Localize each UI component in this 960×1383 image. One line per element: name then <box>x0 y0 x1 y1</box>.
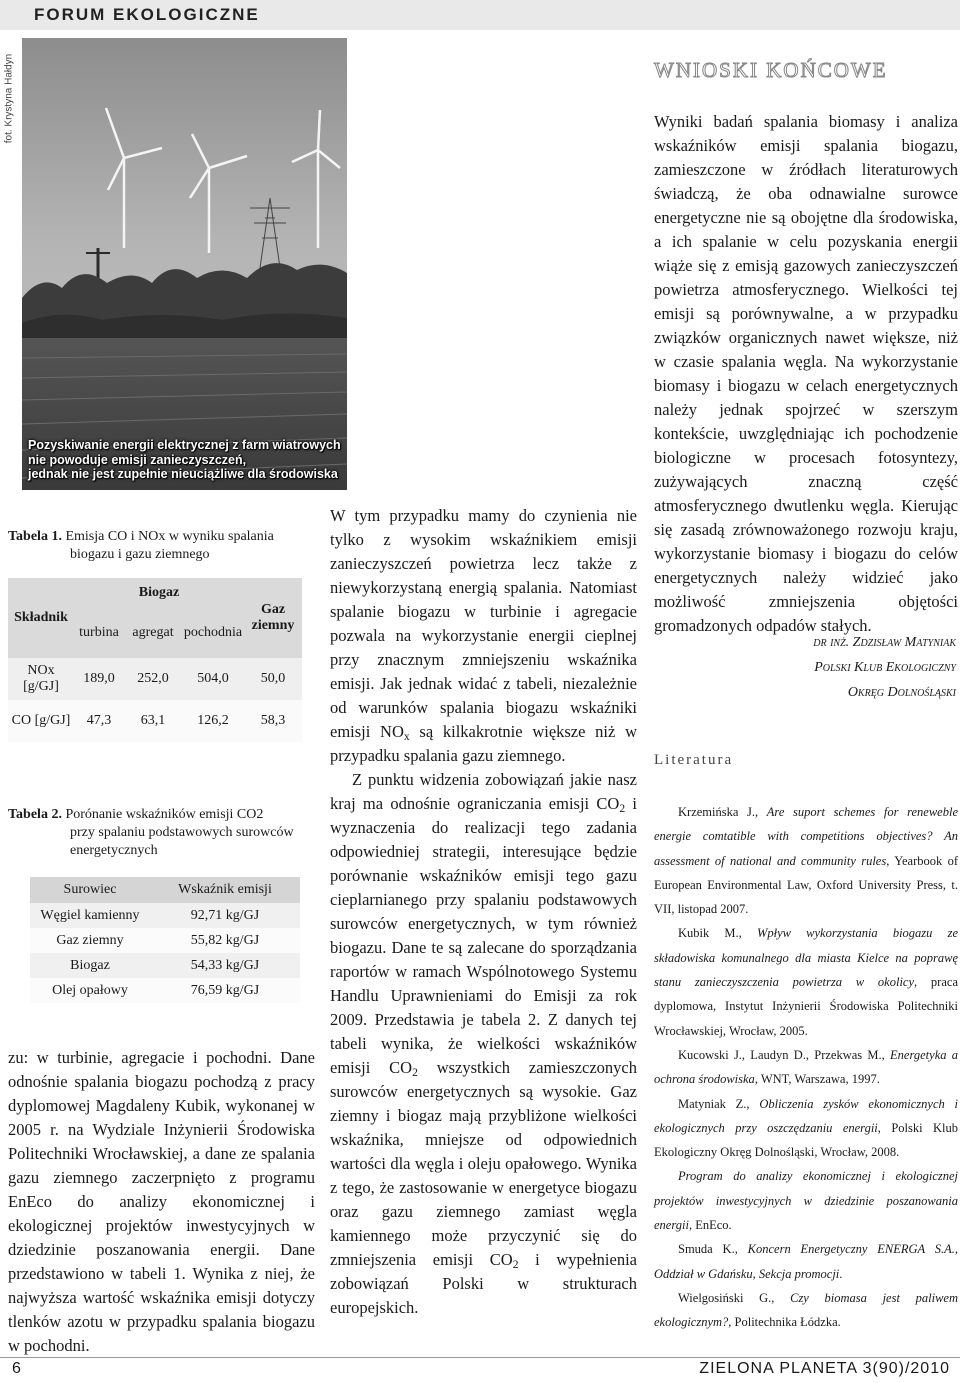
reference-item: Kubik M., Wpływ wykorzystania biogazu ze składowiska komunalnego dla miasta Kielce na poprawę stanu zanieczyszczenia powietrza w okolicy, praca dyplomowa, Instytut Inżynierii Środowiska Politechniki Wrocławskiej, Wrocław, 2005. <box>654 926 958 1038</box>
paragraph: Z punktu widzenia zobowiązań jakie nasz kraj ma odnośnie ograniczania emisji $CO_2$ i wyznaczenia do realizacji tego zadania odpowiedniej strategii, interesujące będzie porównanie wskaźników emisji tego gazu cieplarnianego przy spalaniu podstawowych surowców energetycznych, w tym również biogazu. Dane te są zalecane do sporządzania raportów w ramach Wspólnotowego Systemu Handlu Uprawnieniami do Emisji za rok 2009. Przedstawia je tabela 2. Z danych tej tabeli wynika, że wielkości wskaźników emisji $CO_2$ wszystkich zamieszczonych surowców energetycznych są wysokie. Gaz ziemny i biogaz mają przybliżone wielkości wskaźnika, mniejsze od odpowiednich wartości dla węgla i oleju opałowego. Wynika z tego, że zastosowanie w energetyce biogazu oraz gazu ziemnego zamiast węgla kamiennego może przyczynić się do zmniejszenia emisji $CO_2$ i wypełnienia zobowiązań Polski w strukturach europejskich. <box>330 770 637 1317</box>
table1-head-biogaz: Biogaz <box>74 578 244 608</box>
table-row <box>8 658 302 700</box>
table1-cell: 189,0 <box>74 658 124 700</box>
bibliography-list <box>654 800 958 1335</box>
table1-head-agregat: agregat <box>124 608 182 658</box>
table1 <box>8 578 302 742</box>
page-number: 6 <box>12 1360 21 1377</box>
table1-title: Emisja CO i NOx w wyniku spalania <box>65 529 274 544</box>
table1-label: Tabela 1. <box>8 529 62 544</box>
table2-cell: Biogaz <box>30 953 150 978</box>
table2-cell: Olej opałowy <box>30 978 150 1003</box>
table1-cell: 63,1 <box>124 700 182 742</box>
footer-divider <box>0 1357 960 1358</box>
reference-item: Smuda K., Koncern Energetyczny ENERGA S.A., Oddział w Gdańsku, Sekcja promocji. <box>654 1242 958 1281</box>
paragraph: W tym przypadku mamy do czynienia nie tylko z wysokim wskaźnikiem emisji zanieczyszczeń powietrza lecz także z niewykorzystaną energią spalania. Natomiast spalanie biogazu w turbinie i agregacie pozwala na wykorzystanie energii cieplnej przy znacznym zmniejszeniu wskaźnika emisji. Jak jednak widać z tabeli, niezależnie od warunków spalania biogazu wskaźniki emisji $NO_x$ są kilkakrotnie większe niż w przypadku spalania gazu ziemnego. <box>330 506 637 765</box>
table1-head-turbina: turbina <box>74 608 124 658</box>
table-row <box>30 928 300 953</box>
table1-cell-name: CO [g/GJ] <box>8 700 74 742</box>
author-org: Polski Klub Ekologiczny <box>814 660 956 675</box>
bibliography-heading: Literatura <box>654 752 734 768</box>
caption-line: Pozyskiwanie energii elektrycznej z farm wiatrowych <box>28 438 341 452</box>
column-1-text <box>8 1046 315 1358</box>
table2-title-line3: energetycznych <box>70 843 158 858</box>
table-row <box>30 978 300 1003</box>
table1-cell: 126,2 <box>182 700 244 742</box>
table2-title: Porónanie wskaźników emisji CO2 <box>65 807 264 822</box>
table2-label: Tabela 2. <box>8 807 62 822</box>
section-title: FORUM EKOLOGICZNE <box>34 5 260 24</box>
paragraph: Wyniki badań spalania biomasy i analiza wskaźników emisji spalania biogazu, zamieszczone w źródłach literaturowych świadczą, że oba odnawialne surowce energetyczne nie są obojętne dla środowiska, a ich spalanie w celu pozyskania energii wiąże się z emisją gazowych zanieczyszczeń powietrza atmosferycznego. Wielkości tej emisji są porównywalne, a w przypadku związków organicznych nawet większe, niż w czasie spalania węgla. Na wykorzystanie biomasy i biogazu w celach energetycznych należy jednak spojrzeć w szerszym kontekście, uwzględniając ich pochodzenie biologiczne w procesach fotosyntezy, zużywających znaczną część atmosferycznego dwutlenku węgla. Kierując się zasadą zrównoważonego rozwoju kraju, wykorzystanie biomasy i biogazu do celów energetycznych należy widzieć jako możliwość zmniejszenia objętości gromadzonych odpadów stałych. <box>654 112 958 635</box>
table-row <box>30 903 300 928</box>
reference-item: Matyniak Z., Obliczenia zysków ekonomicznych i ekologicznych przy oszczędzaniu energii, Polski Klub Ekologiczny Okręg Dolnośląski, Wrocław, 2008. <box>654 1096 958 1160</box>
table-row <box>8 700 302 742</box>
caption-line: nie powoduje emisji zanieczyszczeń, <box>28 452 247 467</box>
caption-line: jednak nie jest zupełnie nieuciążliwe dla środowiska <box>28 467 338 481</box>
table2-title-line2: przy spalaniu podstawowych surowców <box>70 825 294 840</box>
table2-cell: Gaz ziemny <box>30 928 150 953</box>
column-2-text <box>330 504 637 1320</box>
wind-farm-illustration <box>22 38 347 490</box>
author-org-region: Okręg Dolnośląski <box>847 685 956 700</box>
wind-farm-photo <box>22 38 347 490</box>
reference-item: Wielgosiński G., Czy biomasa jest paliwem ekologicznym?, Politechnika Łódzka. <box>654 1290 958 1330</box>
reference-item: Kucowski J., Laudyn D., Przekwas M., Energetyka a ochrona środowiska, WNT, Warszawa, 1997. <box>654 1047 959 1087</box>
table1-cell: 50,0 <box>244 658 302 700</box>
photo-credit-text: fot. Krystyna Hałdyn <box>3 53 15 144</box>
table2-cell: 54,33 kg/GJ <box>150 953 300 978</box>
table1-head-gaz: Gaz ziemny <box>244 578 302 658</box>
photo-caption <box>28 438 346 482</box>
table2-cell: 76,59 kg/GJ <box>150 978 300 1003</box>
table1-caption <box>8 528 274 564</box>
reference-item: Program do analizy ekonomicznej i ekologicznej projektów inwestycyjnych w dziedzinie poszanowania energii, EnEco. <box>654 1169 958 1233</box>
photo-credit <box>2 41 16 161</box>
magazine-issue: ZIELONA PLANETA 3(90)/2010 <box>699 1360 950 1377</box>
header-bar <box>0 0 960 30</box>
table1-head-pochodnia: pochodnia <box>182 608 244 658</box>
table2-caption <box>8 806 294 860</box>
table2 <box>30 877 300 1003</box>
table2-head-surowiec: Surowiec <box>30 877 150 903</box>
table1-cell: 58,3 <box>244 700 302 742</box>
table1-cell: 504,0 <box>182 658 244 700</box>
table2-cell: 55,82 kg/GJ <box>150 928 300 953</box>
table1-title-line2: biogazu i gazu ziemnego <box>70 547 210 562</box>
table-row <box>30 953 300 978</box>
table2-cell: Węgiel kamienny <box>30 903 150 928</box>
table1-cell: 252,0 <box>124 658 182 700</box>
paragraph: zu: w turbinie, agregacie i pochodni. Dane odnośnie spalania biogazu pochodzą z pracy dyplomowej Magdaleny Kubik, wykonanej w 2005 r. na Wydziale Inżynierii Środowiska Politechniki Wrocławskiej, a dane ze spalania gazu ziemnego zaczerpnięto z programu EnEco do analizy ekonomicznej i ekologicznej projektów inwestycyjnych w dziedzinie poszanowania energii. Dane przedstawiono w tabeli 1. Wynika z niej, że najwyższa wartość wskaźnika emisji dotyczy tlenków azotu w przypadku spalania biogazu w pochodni. <box>8 1048 315 1355</box>
conclusions-heading: WNIOSKI KOŃCOWE <box>654 58 888 82</box>
table1-cell-name: NOx [g/GJ] <box>8 658 74 700</box>
reference-item: Krzemińska J., Are suport schemes for reneweble energie comtatible with competitions objectives? An assessment of national and community rules, Yearbook of European Environmental Law, Oxford University Press, t. VII, listopad 2007. <box>654 805 958 917</box>
table2-head-wskaznik: Wskaźnik emisji <box>150 877 300 903</box>
column-3-text <box>654 110 958 638</box>
table1-cell: 47,3 <box>74 700 124 742</box>
author-signature <box>654 630 956 705</box>
author-name: dr inż. Zdzisław Matyniak <box>813 635 956 650</box>
table1-head-skladnik: Składnik <box>8 578 74 658</box>
table2-cell: 92,71 kg/GJ <box>150 903 300 928</box>
